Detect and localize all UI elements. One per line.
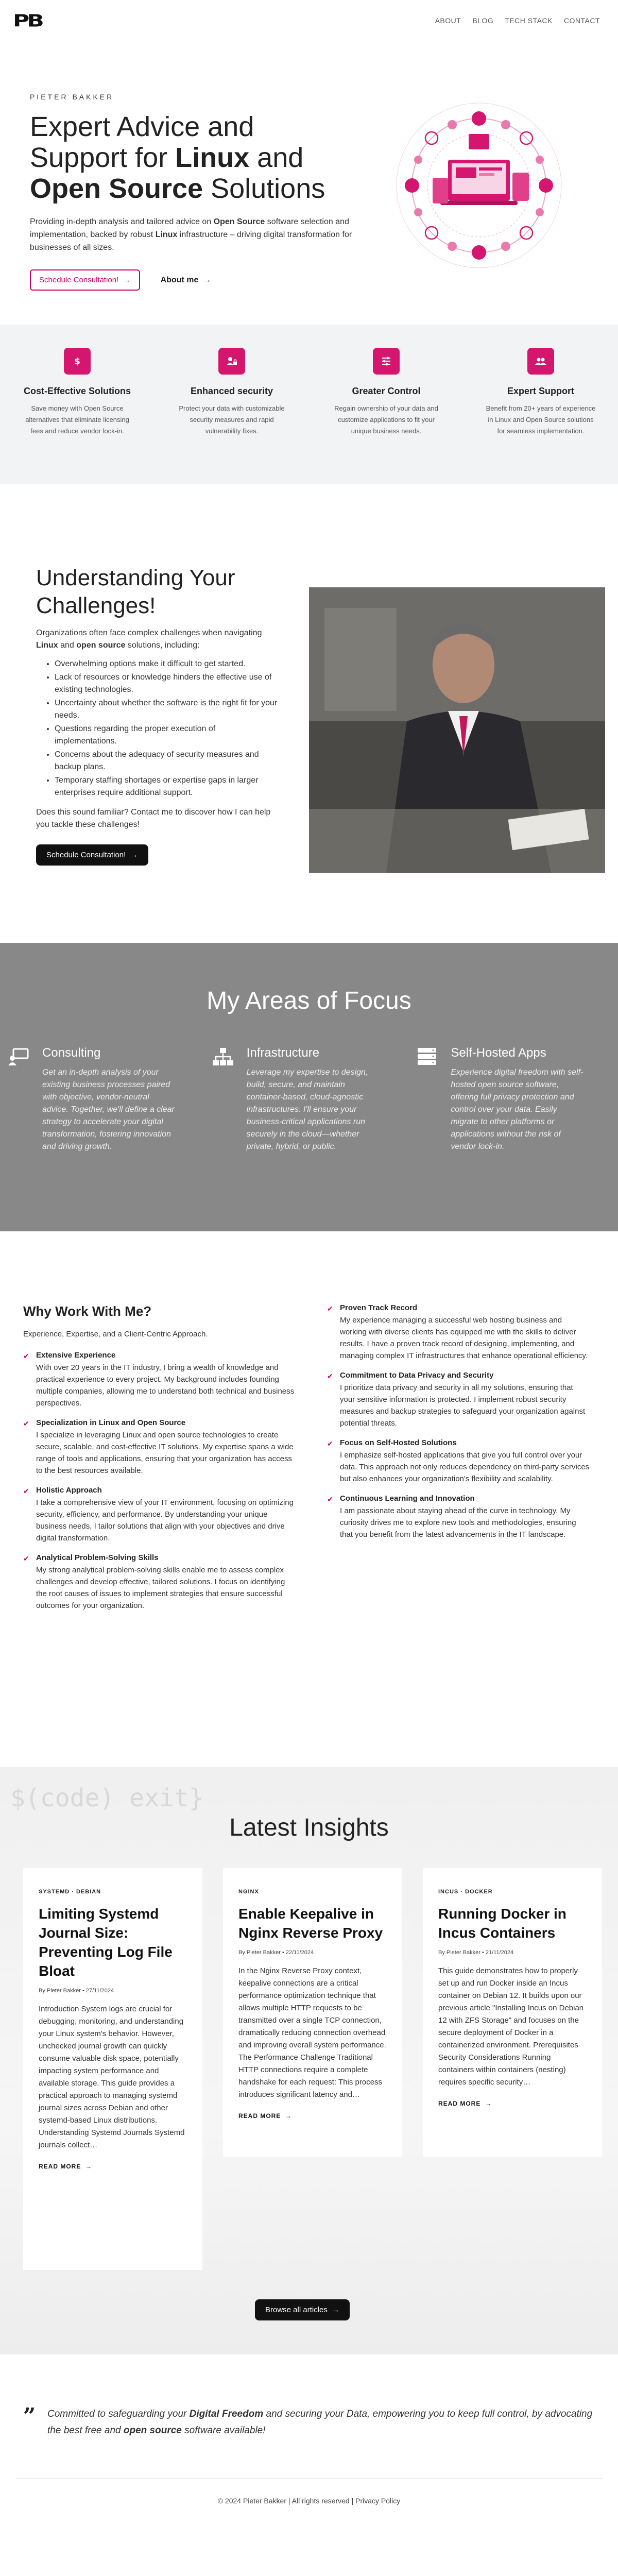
focus-item-title: Consulting [42,1046,101,1060]
network-icon [210,1046,247,1153]
hero-intro: Providing in-depth analysis and tailored advice on Open Source software selection and implementation, backed by robust Linux infrastructure – driving digital transformation for businesses of all sizes. [30,217,352,252]
feature-enhanced-security [154,348,309,484]
check-icon: ✔ [23,1487,29,1495]
article-title[interactable]: Enable Keepalive in Nginx Reverse Proxy [238,1906,383,1941]
focus-columns [0,1015,618,1153]
why-item-title: Extensive Experience [36,1351,116,1360]
focus-item-title: Self-Hosted Apps [451,1046,546,1060]
check-icon: ✔ [327,1495,333,1503]
schedule-consultation-button[interactable]: Schedule Consultation! → [30,269,140,291]
focus-item-text: Experience digital freedom with self-hosted open source software, offering full privacy protection and control over your data. Easily migrate to other platforms or applications without the risk of vendor lock-in. [451,1068,583,1151]
focus-item-text: Leverage my expertise to design, build, secure, and maintain container-based, cloud-agnostic infrastructures. I'll ensure your business-critical applications run securely in the cloud—whether private, hybrid, or public. [246,1068,368,1151]
article-meta: By Pieter Bakker • 22/11/2024 [238,1950,314,1956]
digital-devices-illustration [391,77,566,294]
site-footer [15,2478,603,2523]
check-icon: ✔ [23,1352,29,1360]
why-item-title: Analytical Problem-Solving Skills [36,1553,159,1562]
why-item-text: I emphasize self-hosted applications that give you full control over your data. This approach not only reduces dependency on third-party services but also enhances your organization's flexibility and scalability. [340,1451,590,1483]
article-title[interactable]: Limiting Systemd Journal Size: Preventing Log File Bloat [39,1906,173,1979]
why-item-text: My strong analytical problem-solving skills enable me to assess complex challenges and develop effective, tailored solutions. I focus on identifying the root causes of issues to implement strategies that ensure successful outcomes for your organization. [36,1566,285,1610]
why-left-column [23,1303,296,1621]
article-category[interactable]: SYSTEMD · DEBIAN [39,1889,101,1895]
why-item [23,1418,296,1477]
article-title[interactable]: Running Docker in Incus Containers [438,1906,566,1941]
why-item-title: Holistic Approach [36,1486,102,1495]
article-card[interactable] [423,1868,602,2157]
check-icon: ✔ [327,1439,333,1448]
feature-title: Enhanced security [190,386,273,396]
list-item: • Lack of resources or knowledge hinders the effective use of existing technologies. [55,671,278,696]
hero-section [0,41,618,325]
nav-blog[interactable]: BLOG [472,16,494,25]
why-item [327,1438,590,1485]
consultant-photo [309,587,605,873]
site-logo[interactable]: PB [13,10,42,31]
list-item: • Temporary staffing shortages or expertise gaps in larger enterprises require additional support. [55,774,278,799]
focus-item-text: Get an in-depth analysis of your existing business processes paired with objective, vendor-neutral advice. Together, we'll define a clear strategy to accelerate your digital transformation, fostering innovation and driving growth. [42,1068,175,1151]
footer-text[interactable]: © 2024 Pieter Bakker | All rights reserved | Privacy Policy [217,2497,401,2505]
challenges-content [36,564,278,866]
feature-expert-support [464,348,618,484]
why-item-title: Commitment to Data Privacy and Security [340,1371,494,1380]
focus-item-title: Infrastructure [246,1046,320,1060]
challenges-cta-text: Does this sound familiar? Contact me to discover how I can help you tackle these challenges! [36,808,271,829]
focus-item-consulting [5,1046,210,1153]
nav-tech-stack[interactable]: TECH STACK [505,16,553,25]
main-nav [435,16,600,25]
why-item [23,1351,296,1409]
why-right-column [327,1303,590,1550]
list-item: • Overwhelming options make it difficult to get started. [55,658,278,670]
article-meta: By Pieter Bakker • 27/11/2024 [39,1988,114,1994]
why-item-text: My experience managing a successful web hosting business and working with diverse clients has equipped me with the skills to deliver results. I have a proven track record of designing, implementing, and managing complex IT infrastructures that enhance operational efficiency. [340,1316,588,1360]
why-item-text: I prioritize data privacy and security in all my solutions, ensuring that your sensitive information is protected. I implement robust security measures and backup strategies to safeguard your organization against potential threats. [340,1383,586,1428]
svg-text:$: $ [74,357,80,367]
challenges-title: Understanding Your Challenges! [36,565,235,618]
article-card[interactable] [23,1868,202,2270]
feature-text: Save money with Open Source alternatives that eliminate licensing fees and reduce vendor lock-in. [25,404,129,435]
why-item-title: Proven Track Record [340,1303,418,1312]
why-item-text: I take a comprehensive view of your IT environment, focusing on optimizing security, efficiency, and performance. By understanding your unique business needs, I tailor solutions that align with your objectives and drive digital transformation. [36,1498,294,1543]
why-item-title: Specialization in Linux and Open Source [36,1418,186,1427]
why-section [0,1231,618,1767]
article-excerpt: This guide demonstrates how to properly set up and run Docker inside an Incus container on Debian 12. It builds upon our previous article "Installing Incus on Debian 12 with ZFS Storage" and focuses on the secure deployment of Docker in a containerized environment. Prerequisites Security Considerations Running containers within containers (nesting) requires specific security… [438,1967,584,2087]
nav-about[interactable]: ABOUT [435,16,461,25]
why-title: Why Work With Me? [23,1303,152,1319]
article-category[interactable]: INCUS · DOCKER [438,1889,493,1895]
sliders-icon [373,348,400,375]
article-meta: By Pieter Bakker • 21/11/2024 [438,1950,514,1956]
article-cards [23,1868,602,2270]
consulting-icon [5,1046,42,1153]
why-item-text: I am passionate about staying ahead of the curve in technology. My curiosity drives me to explore new tools and methodologies, ensuring that you benefit from the latest advancements in the IT landscape. [340,1506,576,1539]
feature-title: Expert Support [507,386,574,396]
why-item [327,1371,590,1429]
why-item [23,1553,296,1612]
code-background: $(code) exit} [10,1784,204,1812]
hero-title: Expert Advice and Support for Linux and Open Source Solutions [30,111,325,204]
why-subtitle: Experience, Expertise, and a Client-Centric Approach. [23,1330,208,1338]
site-header [0,0,618,41]
read-more-link[interactable]: READ MORE → [438,2100,492,2107]
focus-section [0,943,618,1231]
article-card[interactable] [223,1868,402,2157]
feature-text: Regain ownership of your data and customize applications to fit your unique business needs. [334,404,438,435]
dollar-icon [64,348,91,375]
insights-section [0,1767,618,2354]
why-item [327,1494,590,1540]
challenges-lead: Organizations often face complex challenges when navigating Linux and open source solutions, including: [36,629,262,650]
quote-section [0,2354,618,2478]
feature-cost-effective [0,348,154,484]
why-item-text: I specialize in leveraging Linux and open source technologies to create secure, scalable, and cost-effective IT solutions. My expertise spans a wide range of tools and applications, ensuring that your organization has access to the best resources available. [36,1431,294,1475]
focus-title: My Areas of Focus [207,987,411,1014]
insights-title: Latest Insights [229,1814,389,1841]
article-excerpt: In the Nginx Reverse Proxy context, keepalive connections are a critical performance optimization technique that allows multiple HTTP requests to be transmitted over a single TCP connection, dramatically reducing connection overhead and improving overall system performance. The Performance Challenge Traditional HTTP connections require a complete handshake for each request: This process introduces significant latency and… [238,1967,386,2099]
quote-icon: ” [23,2403,36,2429]
read-more-link[interactable]: READ MORE → [39,2163,93,2170]
why-item-text: With over 20 years in the IT industry, I bring a wealth of knowledge and practical experience to every project. My background includes founding multiple companies, allowing me to understand both technical and business perspectives. [36,1363,295,1408]
feature-greater-control [309,348,464,484]
about-me-link[interactable]: About me → [160,275,212,284]
user-lock-icon [218,348,245,375]
focus-item-self-hosted [414,1046,618,1153]
why-item-title: Continuous Learning and Innovation [340,1494,475,1503]
users-icon [527,348,554,375]
list-item: • Questions regarding the proper execution of implementations. [55,723,278,748]
article-excerpt: Introduction System logs are crucial for debugging, monitoring, and understanding your Linux system's behavior. However, unchecked journal growth can quickly consume valuable disk space, potentially impacting system performance and available storage. This guide provides a practical approach to managing systemd journal sizes across Debian and other systemd-based Linux distributions. Understanding Systemd Journals Systemd journals collect… [39,2005,185,2149]
schedule-consultation-button-2[interactable]: Schedule Consultation! → [36,844,148,866]
check-icon: ✔ [327,1304,333,1313]
browse-all-articles-button[interactable]: Browse all articles → [255,2299,350,2320]
feature-title: Cost-Effective Solutions [23,386,131,396]
check-icon: ✔ [23,1419,29,1428]
challenges-list [55,658,278,799]
read-more-link[interactable]: READ MORE → [238,2112,293,2120]
why-item [23,1486,296,1544]
check-icon: ✔ [23,1554,29,1563]
quote-text: Committed to safeguarding your Digital Freedom and securing your Data, empowering you to keep full control, by advocating the best free and open source software available! [47,2409,593,2436]
why-item [327,1303,590,1362]
features-section [0,325,618,484]
why-item-title: Focus on Self-Hosted Solutions [340,1438,457,1447]
focus-item-infrastructure [210,1046,414,1153]
server-icon [414,1046,451,1153]
feature-title: Greater Control [352,386,421,396]
feature-text: Benefit from 20+ years of experience in Linux and Open Source solutions for seamless implementation. [486,404,596,435]
feature-text: Protect your data with customizable security measures and rapid vulnerability fixes. [179,404,285,435]
check-icon: ✔ [327,1372,333,1380]
challenges-section [0,484,618,943]
nav-contact[interactable]: CONTACT [563,16,600,25]
list-item: • Concerns about the adequacy of security measures and backup plans. [55,749,278,773]
list-item: • Uncertainty about whether the software is the right fit for your needs. [55,697,278,722]
article-category[interactable]: NGINX [238,1889,259,1895]
hero-eyebrow: PIETER BAKKER [30,93,114,101]
